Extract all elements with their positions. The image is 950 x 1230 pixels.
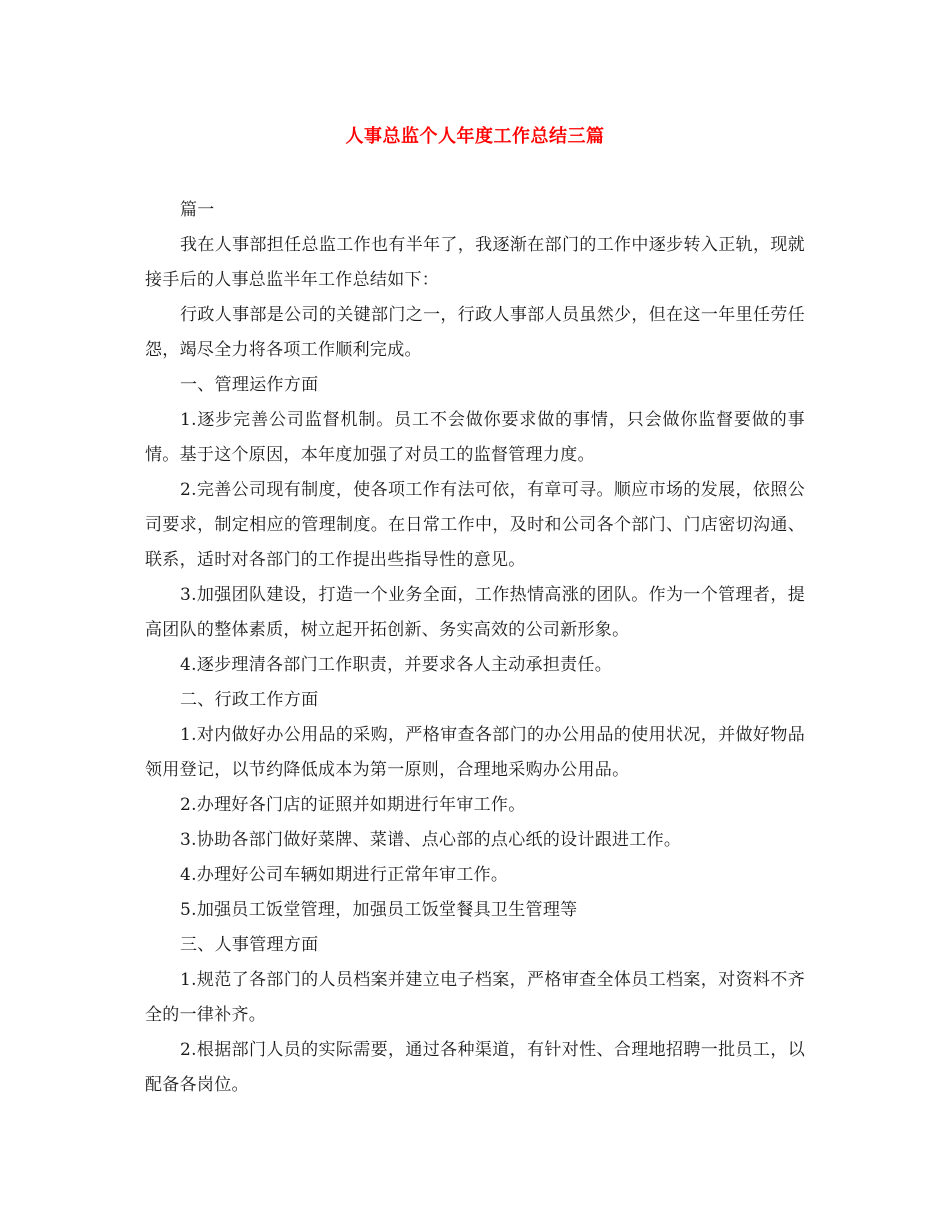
- paragraph: 篇一: [180, 200, 215, 220]
- paragraph: 5.加强员工饭堂管理，加强员工饭堂餐具卫生管理等: [180, 900, 578, 920]
- document-body: [145, 193, 805, 1103]
- paragraph: 4.逐步理清各部门工作职责，并要求各人主动承担责任。: [180, 655, 613, 675]
- section-heading: 二、行政工作方面: [180, 690, 319, 710]
- paragraph: 4.办理好公司车辆如期进行正常年审工作。: [180, 865, 509, 885]
- paragraph: 行政人事部是公司的关键部门之一，行政人事部人员虽然少，但在这一年里任劳任怨，竭尽全力将各项工作顺利完成。: [145, 305, 805, 360]
- paragraph: 2.办理好各门店的证照并如期进行年审工作。: [180, 795, 526, 815]
- paragraph: 1.规范了各部门的人员档案并建立电子档案，严格审查全体员工档案，对资料不齐全的一律补齐。: [145, 970, 805, 1025]
- section-heading: 三、人事管理方面: [180, 935, 319, 955]
- paragraph: 我在人事部担任总监工作也有半年了，我逐渐在部门的工作中逐步转入正轨，现就接手后的人事总监半年工作总结如下：: [145, 235, 805, 290]
- paragraph: 2.根据部门人员的实际需要，通过各种渠道，有针对性、合理地招聘一批员工，以配备各岗位。: [145, 1040, 805, 1095]
- document-title: 人事总监个人年度工作总结三篇: [345, 126, 605, 147]
- section-heading: 一、管理运作方面: [180, 375, 319, 395]
- paragraph: 1.逐步完善公司监督机制。员工不会做你要求做的事情，只会做你监督要做的事情。基于这个原因，本年度加强了对员工的监督管理力度。: [145, 410, 805, 465]
- paragraph: 3.加强团队建设，打造一个业务全面，工作热情高涨的团队。作为一个管理者，提高团队的整体素质，树立起开拓创新、务实高效的公司新形象。: [145, 585, 805, 640]
- paragraph: 3.协助各部门做好菜牌、菜谱、点心部的点心纸的设计跟进工作。: [180, 830, 682, 850]
- paragraph: 1.对内做好办公用品的采购，严格审查各部门的办公用品的使用状况，并做好物品领用登记，以节约降低成本为第一原则，合理地采购办公用品。: [145, 725, 805, 780]
- paragraph: 2.完善公司现有制度，使各项工作有法可依，有章可寻。顺应市场的发展，依照公司要求，制定相应的管理制度。在日常工作中，及时和公司各个部门、门店密切沟通、联系，适时对各部门的工作提出些指导性的意见。: [145, 480, 805, 570]
